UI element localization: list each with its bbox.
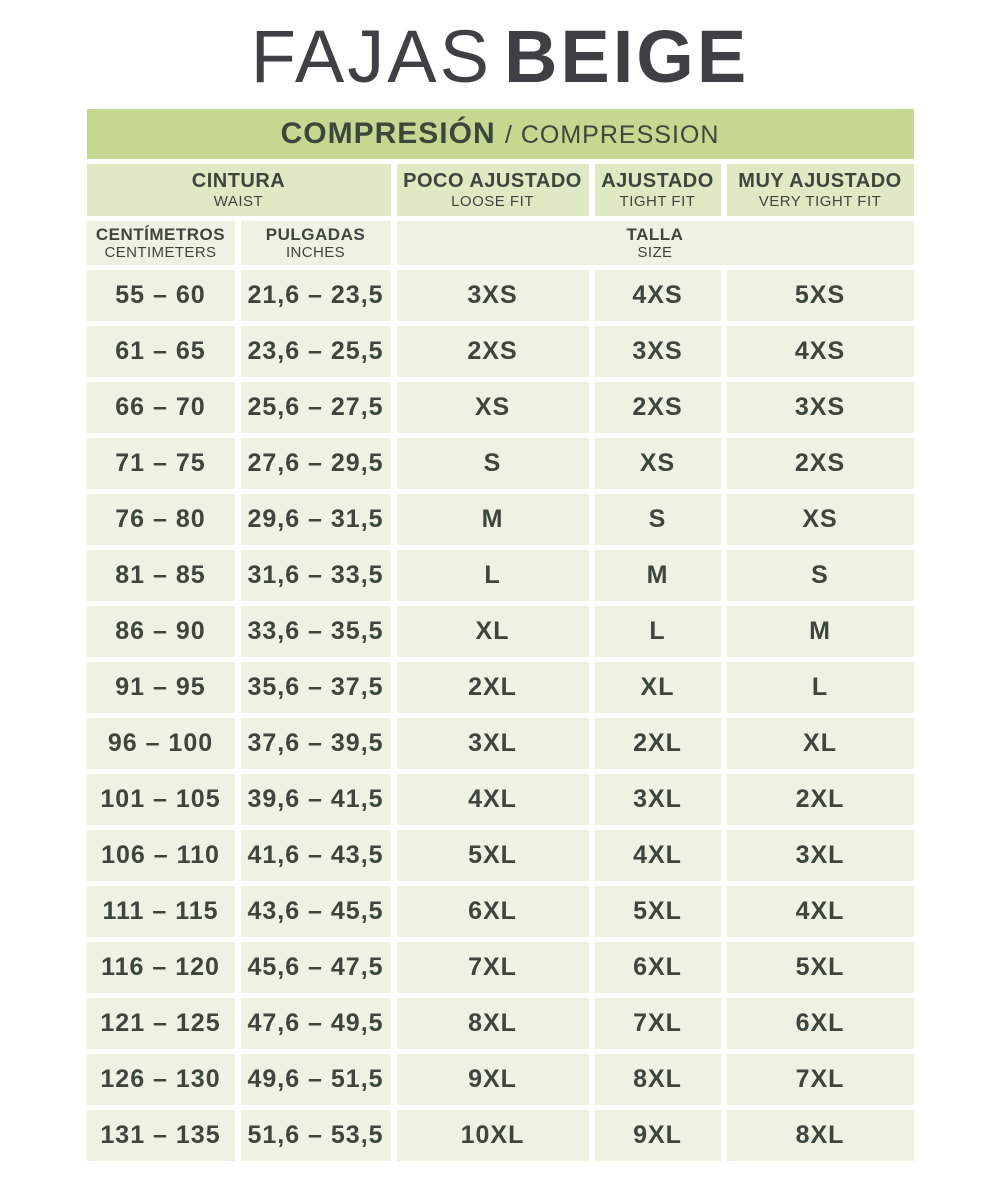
cell-inches: 33,6 – 35,5 — [241, 606, 391, 657]
cell-inches: 43,6 – 45,5 — [241, 886, 391, 937]
header-label-en: VERY TIGHT FIT — [758, 193, 882, 211]
cell-size-very-tight: 4XL — [727, 886, 914, 937]
subcolumn-size — [397, 221, 914, 265]
cell-size-very-tight: 6XL — [727, 998, 914, 1049]
size-table-row — [87, 942, 914, 993]
cell-inches: 29,6 – 31,5 — [241, 494, 391, 545]
cell-size-loose: M — [397, 494, 589, 545]
column-header-loose-fit — [397, 164, 589, 216]
cell-size-loose: 3XS — [397, 270, 589, 321]
cell-size-very-tight: M — [727, 606, 914, 657]
size-table-row — [87, 718, 914, 769]
cell-size-tight: XL — [595, 662, 721, 713]
cell-inches: 31,6 – 33,5 — [241, 550, 391, 601]
subcolumn-inches — [241, 221, 391, 265]
cell-size-very-tight: XL — [727, 718, 914, 769]
cell-size-tight: 7XL — [595, 998, 721, 1049]
cell-size-loose: 5XL — [397, 830, 589, 881]
cell-size-very-tight: 8XL — [727, 1110, 914, 1161]
cell-size-tight: M — [595, 550, 721, 601]
subheader-label-en: CENTIMETERS — [104, 244, 217, 262]
cell-size-loose: 8XL — [397, 998, 589, 1049]
cell-centimeters: 76 – 80 — [87, 494, 235, 545]
cell-centimeters: 91 – 95 — [87, 662, 235, 713]
cell-centimeters: 131 – 135 — [87, 1110, 235, 1161]
cell-size-very-tight: 7XL — [727, 1054, 914, 1105]
cell-centimeters: 121 – 125 — [87, 998, 235, 1049]
size-table-row — [87, 606, 914, 657]
size-table-row — [87, 270, 914, 321]
cell-size-loose: 4XL — [397, 774, 589, 825]
header-label-es: AJUSTADO — [601, 170, 714, 193]
cell-size-very-tight: L — [727, 662, 914, 713]
cell-inches: 27,6 – 29,5 — [241, 438, 391, 489]
cell-size-loose: 6XL — [397, 886, 589, 937]
cell-centimeters: 96 – 100 — [87, 718, 235, 769]
cell-size-tight: S — [595, 494, 721, 545]
cell-inches: 51,6 – 53,5 — [241, 1110, 391, 1161]
header-label-es: MUY AJUSTADO — [738, 170, 902, 193]
size-table-row — [87, 1054, 914, 1105]
cell-size-tight: 5XL — [595, 886, 721, 937]
cell-size-loose: 2XL — [397, 662, 589, 713]
column-header-very-tight-fit — [727, 164, 914, 216]
header-label-en: LOOSE FIT — [451, 193, 534, 211]
size-table-row — [87, 662, 914, 713]
cell-size-tight: 4XS — [595, 270, 721, 321]
subheader-label-es: CENTÍMETROS — [95, 225, 226, 245]
cell-size-loose: XL — [397, 606, 589, 657]
cell-size-very-tight: 3XS — [727, 382, 914, 433]
sub-header-row — [87, 221, 914, 265]
subheader-label-en: INCHES — [285, 244, 346, 262]
header-label-en: WAIST — [213, 193, 264, 211]
subheader-label-es: TALLA — [626, 225, 684, 245]
compression-banner-row — [87, 109, 914, 159]
cell-centimeters: 55 – 60 — [87, 270, 235, 321]
size-table-row — [87, 326, 914, 377]
cell-size-very-tight: 2XS — [727, 438, 914, 489]
cell-centimeters: 106 – 110 — [87, 830, 235, 881]
cell-size-tight: 3XL — [595, 774, 721, 825]
cell-size-tight: 3XS — [595, 326, 721, 377]
size-table-row — [87, 382, 914, 433]
cell-centimeters: 81 – 85 — [87, 550, 235, 601]
size-table-row — [87, 830, 914, 881]
header-label-es: CINTURA — [191, 170, 286, 193]
cell-size-tight: XS — [595, 438, 721, 489]
cell-size-loose: 2XS — [397, 326, 589, 377]
size-chart-table — [81, 104, 920, 1166]
cell-size-tight: L — [595, 606, 721, 657]
subcolumn-centimeters — [87, 221, 235, 265]
banner-label-es: COMPRESIÓN — [280, 117, 496, 150]
cell-size-tight: 4XL — [595, 830, 721, 881]
cell-size-loose: 7XL — [397, 942, 589, 993]
banner-label-en: / COMPRESSION — [504, 121, 720, 149]
column-header-tight-fit — [595, 164, 721, 216]
cell-size-very-tight: 5XL — [727, 942, 914, 993]
cell-centimeters: 86 – 90 — [87, 606, 235, 657]
cell-size-very-tight: 3XL — [727, 830, 914, 881]
subheader-label-en: SIZE — [637, 244, 673, 262]
size-table-row — [87, 774, 914, 825]
size-table-row — [87, 1110, 914, 1161]
cell-size-tight: 8XL — [595, 1054, 721, 1105]
cell-inches: 21,6 – 23,5 — [241, 270, 391, 321]
cell-inches: 45,6 – 47,5 — [241, 942, 391, 993]
cell-size-loose: 3XL — [397, 718, 589, 769]
cell-size-very-tight: S — [727, 550, 914, 601]
cell-size-loose: 9XL — [397, 1054, 589, 1105]
cell-size-very-tight: 4XS — [727, 326, 914, 377]
cell-size-very-tight: XS — [727, 494, 914, 545]
size-table-row — [87, 998, 914, 1049]
cell-inches: 23,6 – 25,5 — [241, 326, 391, 377]
subheader-label-es: PULGADAS — [265, 225, 366, 245]
size-table-row — [87, 550, 914, 601]
compression-banner — [87, 109, 914, 159]
cell-size-very-tight: 2XL — [727, 774, 914, 825]
cell-size-loose: S — [397, 438, 589, 489]
cell-size-tight: 2XL — [595, 718, 721, 769]
cell-size-tight: 2XS — [595, 382, 721, 433]
cell-centimeters: 66 – 70 — [87, 382, 235, 433]
cell-centimeters: 101 – 105 — [87, 774, 235, 825]
header-label-en: TIGHT FIT — [619, 193, 696, 211]
cell-inches: 49,6 – 51,5 — [241, 1054, 391, 1105]
page-title — [0, 0, 1000, 100]
cell-size-very-tight: 5XS — [727, 270, 914, 321]
column-header-row — [87, 164, 914, 216]
size-table-row — [87, 886, 914, 937]
cell-inches: 25,6 – 27,5 — [241, 382, 391, 433]
cell-size-tight: 6XL — [595, 942, 721, 993]
variant-name: BEIGE — [503, 15, 750, 98]
column-header-waist — [87, 164, 391, 216]
cell-centimeters: 126 – 130 — [87, 1054, 235, 1105]
cell-inches: 39,6 – 41,5 — [241, 774, 391, 825]
size-table-row — [87, 494, 914, 545]
cell-size-loose: XS — [397, 382, 589, 433]
cell-inches: 41,6 – 43,5 — [241, 830, 391, 881]
size-table-row — [87, 438, 914, 489]
cell-inches: 35,6 – 37,5 — [241, 662, 391, 713]
cell-centimeters: 71 – 75 — [87, 438, 235, 489]
cell-size-tight: 9XL — [595, 1110, 721, 1161]
cell-centimeters: 61 – 65 — [87, 326, 235, 377]
size-rows — [87, 270, 914, 1161]
cell-inches: 37,6 – 39,5 — [241, 718, 391, 769]
cell-centimeters: 116 – 120 — [87, 942, 235, 993]
cell-centimeters: 111 – 115 — [87, 886, 235, 937]
cell-size-loose: 10XL — [397, 1110, 589, 1161]
header-label-es: POCO AJUSTADO — [403, 170, 582, 193]
brand-name: FAJAS — [250, 15, 492, 98]
cell-inches: 47,6 – 49,5 — [241, 998, 391, 1049]
cell-size-loose: L — [397, 550, 589, 601]
